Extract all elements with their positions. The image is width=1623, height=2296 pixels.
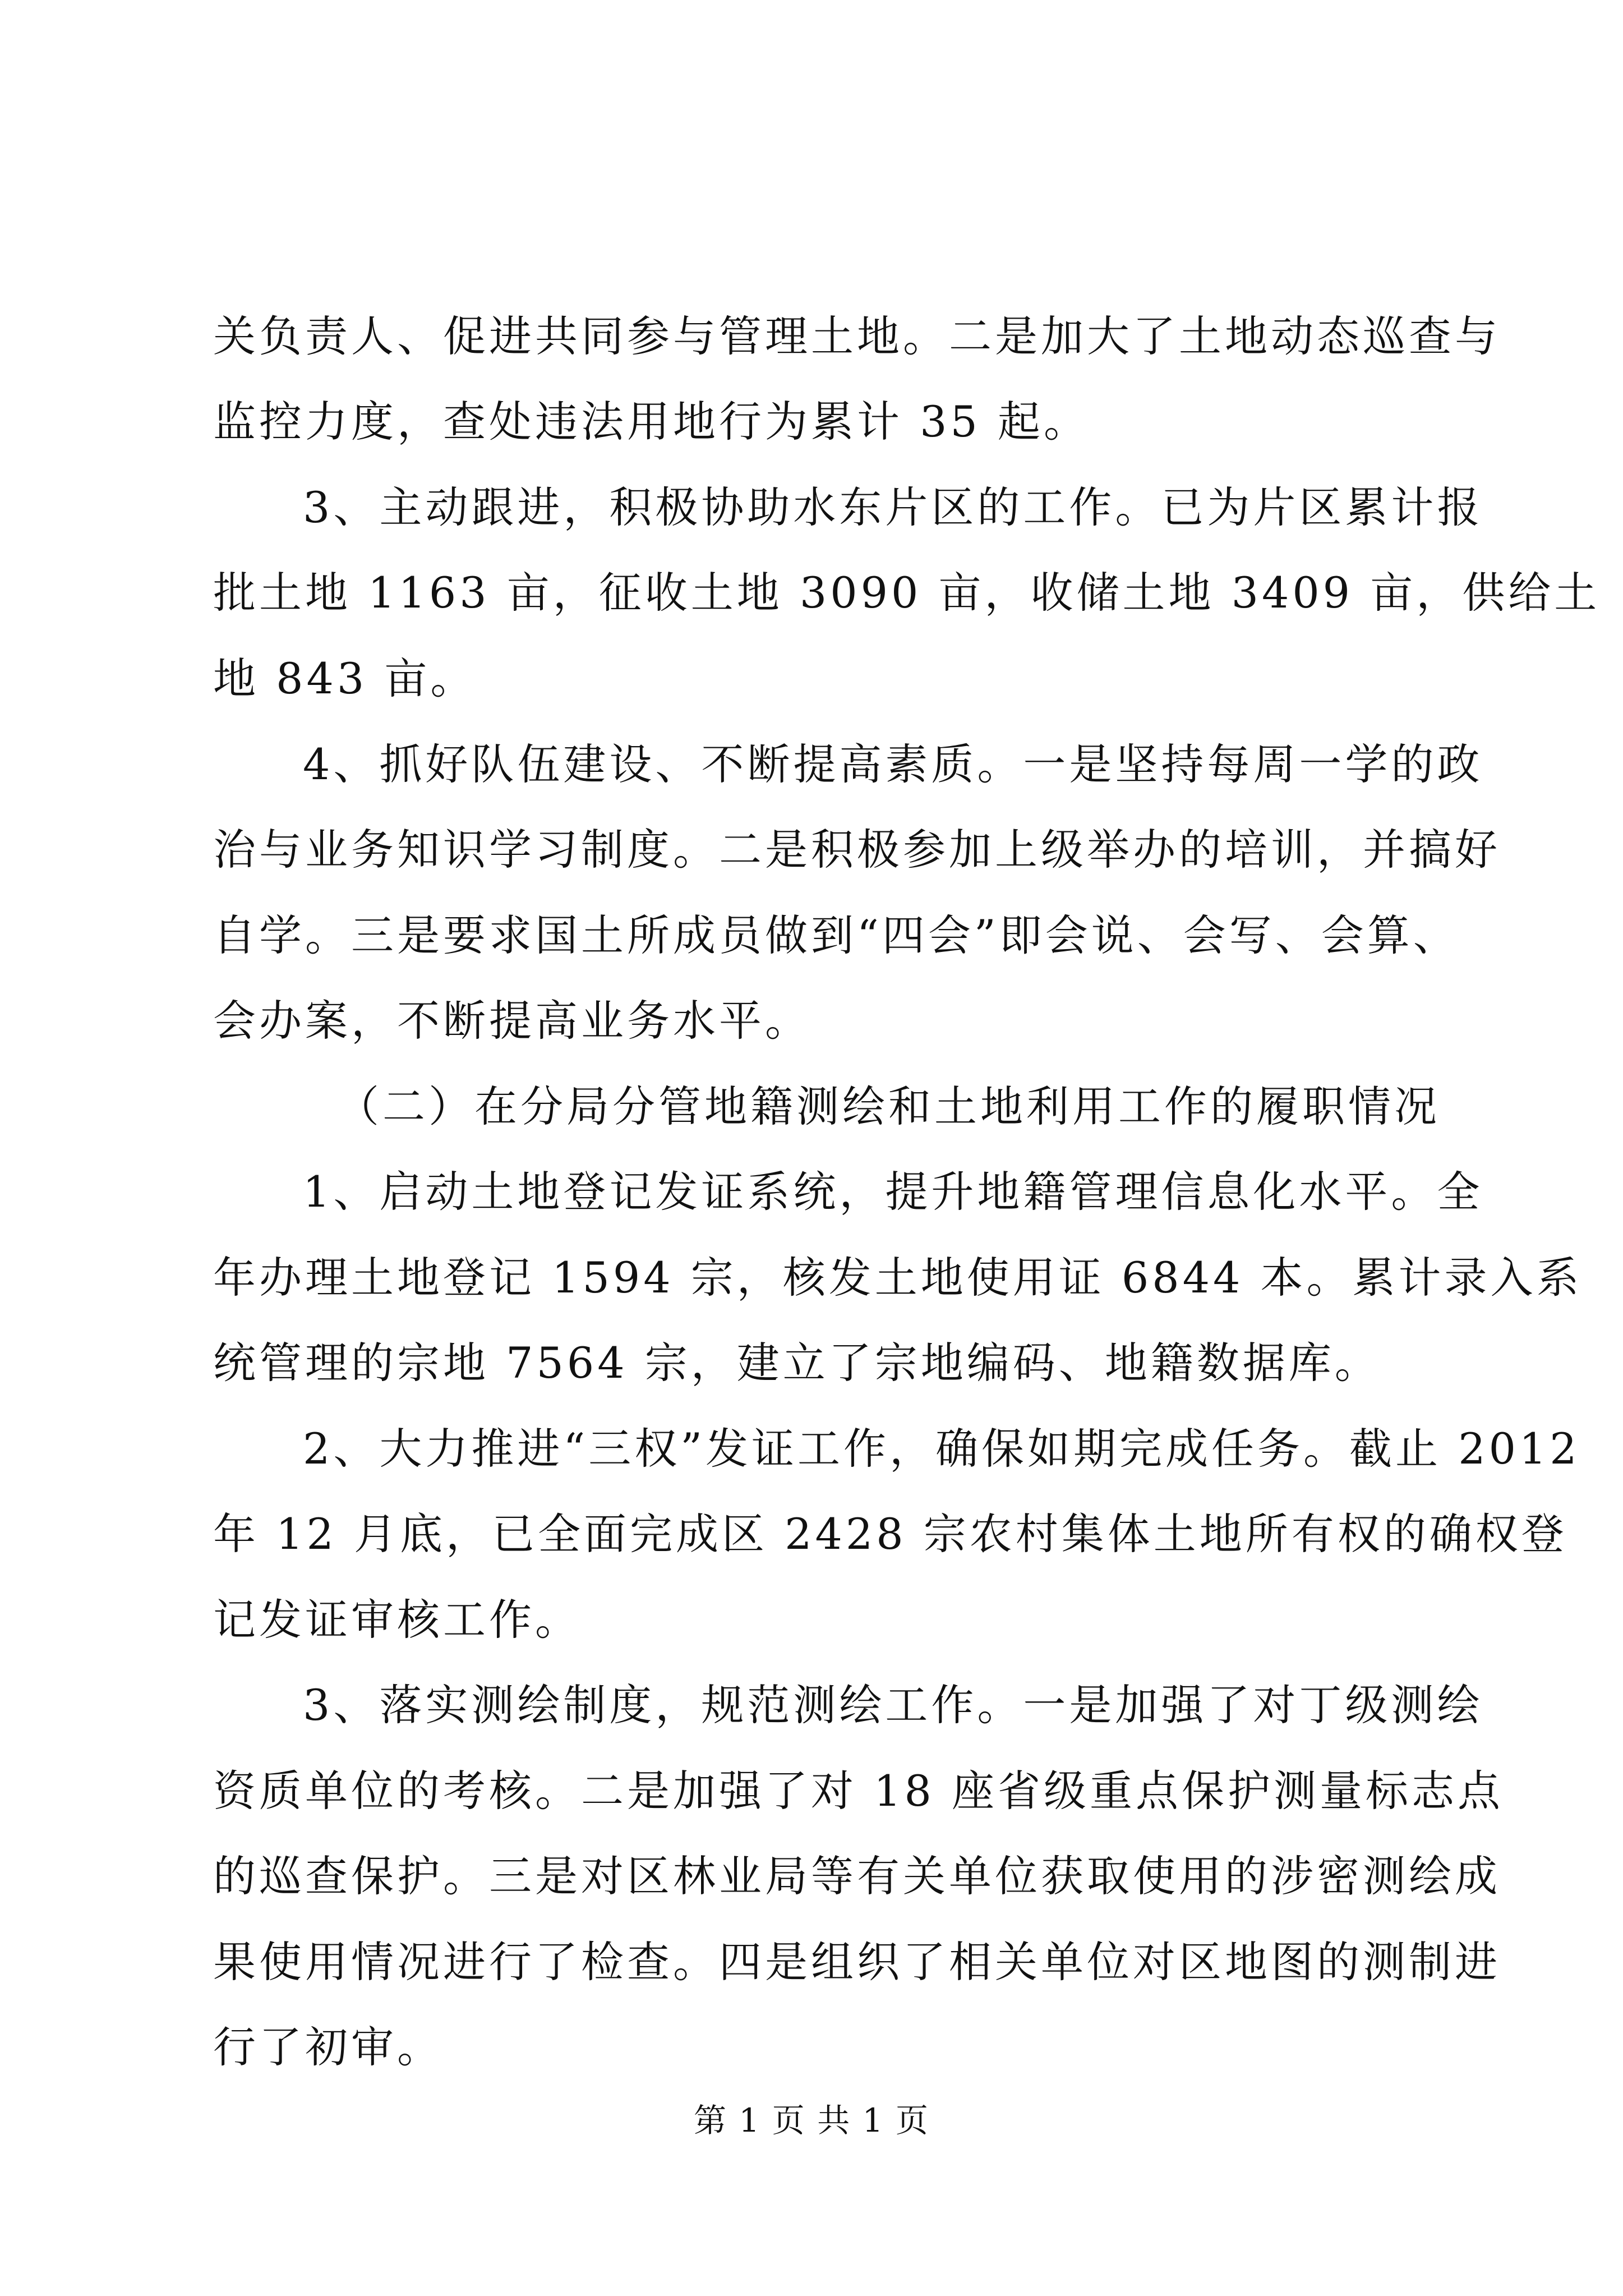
body-text-line: 年办理土地登记 1594 宗，核发土地使用证 6844 本。累计录入系 [213, 1253, 1583, 1303]
body-text-line: 批土地 1163 亩，征收土地 3090 亩，收储土地 3409 亩，供给土 [213, 568, 1601, 618]
body-text-line: 地 843 亩。 [213, 654, 477, 703]
body-text-line: 行了初审。 [213, 2022, 443, 2072]
body-text-line: 关负责人、促进共同参与管理土地。二是加大了土地动态巡查与 [213, 311, 1501, 361]
paragraph-start-line: 1、启动土地登记发证系统，提升地籍管理信息化水平。全 [303, 1167, 1483, 1217]
body-text-line: 年 12 月底，已全面完成区 2428 宗农村集体土地所有权的确权登 [213, 1509, 1567, 1559]
body-text-line: 资质单位的考核。二是加强了对 18 座省级重点保护测量标志点 [213, 1766, 1504, 1816]
section-heading: （二）在分局分管地籍测绘和土地利用工作的履职情况 [336, 1082, 1440, 1131]
page-footer: 第 1 页 共 1 页 [694, 2101, 929, 2139]
paragraph-start-line: 4、抓好队伍建设、不断提高素质。一是坚持每周一学的政 [303, 739, 1483, 789]
body-text-line: 记发证审核工作。 [213, 1595, 581, 1645]
paragraph-start-line: 3、主动跟进，积极协助水东片区的工作。已为片区累计报 [303, 482, 1483, 532]
body-text-line: 治与业务知识学习制度。二是积极参加上级举办的培训，并搞好 [213, 825, 1501, 875]
body-text-line: 监控力度，查处违法用地行为累计 35 起。 [213, 397, 1090, 447]
body-text-line: 会办案，不断提高业务水平。 [213, 996, 811, 1046]
body-text-line: 自学。三是要求国土所成员做到“四会”即会说、会写、会算、 [213, 910, 1459, 960]
body-text-line: 果使用情况进行了检查。四是组织了相关单位对区地图的测制进 [213, 1937, 1501, 1987]
paragraph-start-line: 2、大力推进“三权”发证工作，确保如期完成任务。截止 2012 [303, 1424, 1580, 1474]
body-text-line: 统管理的宗地 7564 宗，建立了宗地编码、地籍数据库。 [213, 1338, 1381, 1388]
paragraph-start-line: 3、落实测绘制度，规范测绘工作。一是加强了对丁级测绘 [303, 1680, 1483, 1730]
body-text-line: 的巡查保护。三是对区林业局等有关单位获取使用的涉密测绘成 [213, 1851, 1501, 1901]
